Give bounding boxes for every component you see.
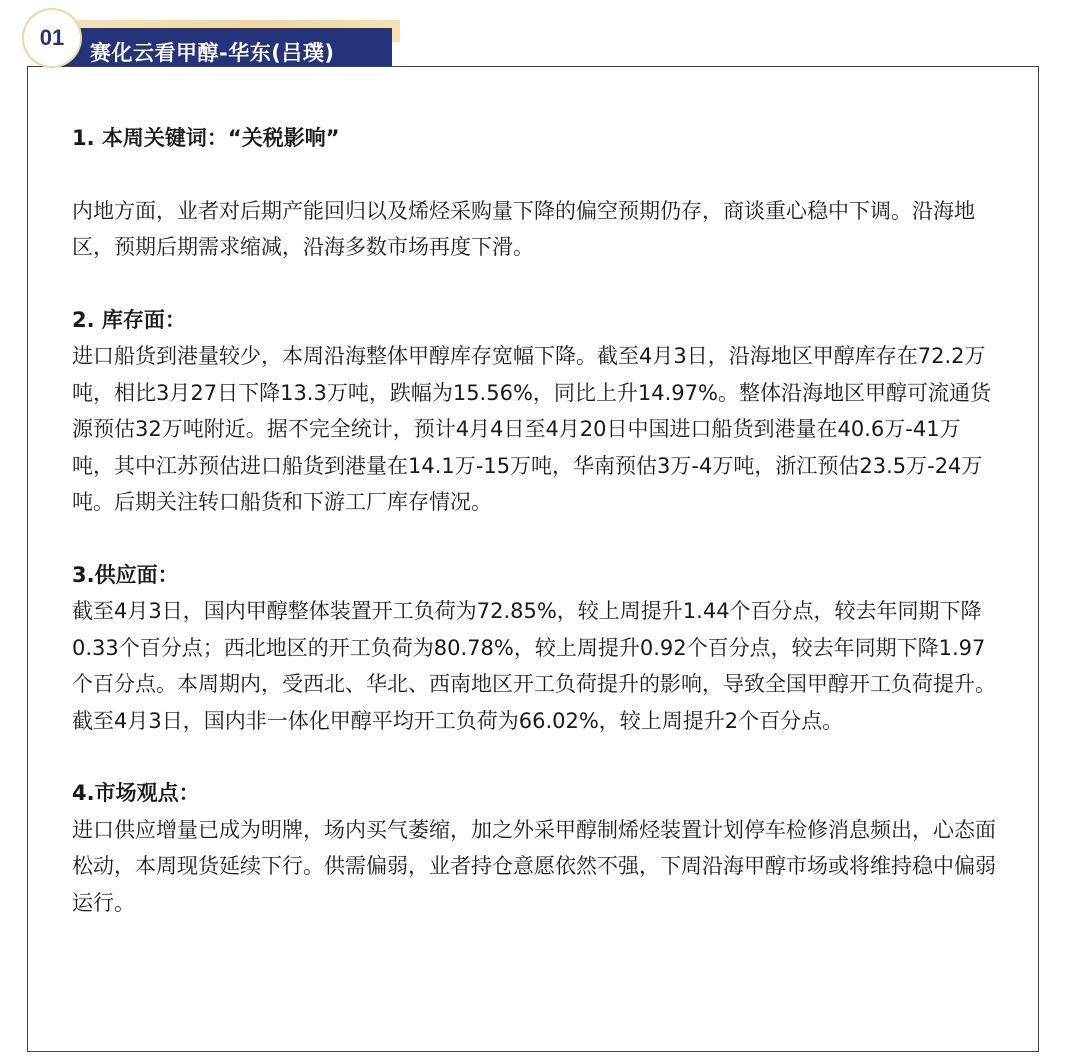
article-body (72, 120, 1002, 921)
section-heading-outlook: 4.市场观点： (72, 781, 200, 805)
section-body-outlook: 进口供应增量已成为明牌，场内买气萎缩，加之外采甲醇制烯烃装置计划停车检修消息频出，心态面松动，本周现货延续下行。供需偏弱，业者持仓意愿依然不强，下周沿海甲醇市场或将维持稳中偏弱运行。 (72, 817, 996, 915)
section-heading-supply: 3.供应面： (72, 562, 179, 587)
section-number: 01 (39, 25, 65, 50)
page-title: 赛化云看甲醇-华东(吕璞) (90, 41, 335, 65)
section-body-keywords: 内地方面，业者对后期产能回归以及烯烃采购量下降的偏空预期仍存，商谈重心稳中下调。沿海地区，预期后期需求缩减，沿海多数市场再度下滑。 (72, 198, 975, 259)
section-heading-keywords: 1. 本周关键词：“关税影响” (72, 126, 340, 150)
section-heading-inventory: 2. 库存面： (72, 307, 186, 332)
section-body-inventory: 进口船货到港量较少，本周沿海整体甲醇库存宽幅下降。截至4月3日，沿海地区甲醇库存在72.2万吨，相比3月27日下降13.3万吨，跌幅为15.56%，同比上升14.97%。整体沿海地区甲醇可流通货源预估32万吨附近。据不完全统计，预计4月4日至4月20日中国进口船货到港量在40.6万-41万吨，其中江苏预估进口船货到港量在14.1万-15万吨，华南预估3万-4万吨，浙江预估23.5万-24万吨。后期关注转口船货和下游工厂库存情况。 (72, 344, 991, 514)
section-body-supply: 截至4月3日，国内甲醇整体装置开工负荷为72.85%，较上周提升1.44个百分点，较去年同期下降0.33个百分点；西北地区的开工负荷为80.78%，较上周提升0.92个百分点，较去年同期下降1.97个百分点。本周期内，受西北、华北、西南地区开工负荷提升的影响，导致全国甲醇开工负荷提升。截至4月3日，国内非一体化甲醇平均开工负荷为66.02%，较上周提升2个百分点。 (72, 599, 996, 733)
section-number-badge (24, 10, 80, 66)
